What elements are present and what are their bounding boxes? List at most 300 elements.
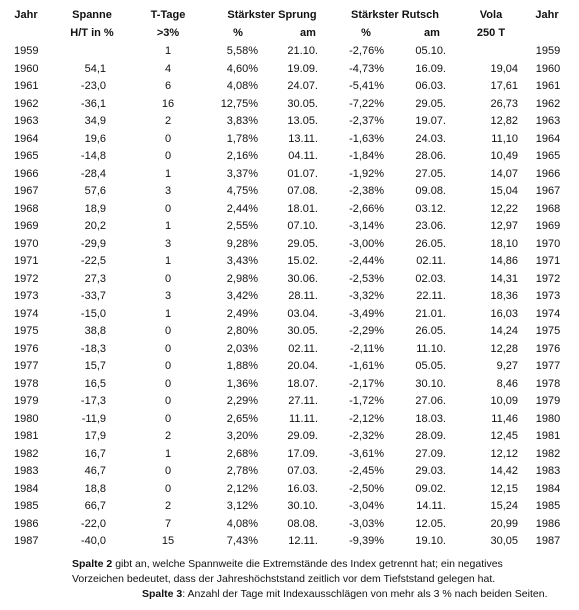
cell-rutsch-pct: -2,44% <box>349 255 384 267</box>
cell-vola: 9,27 <box>496 360 518 372</box>
cell-spanne: 16,5 <box>84 377 106 390</box>
cell-jahr-right: 1982 <box>535 447 561 460</box>
table-row <box>0 98 579 117</box>
cell-ttage: 0 <box>164 132 172 145</box>
cell-sprung-am: 28.11. <box>288 290 318 302</box>
cell-jahr-right: 1968 <box>535 202 561 215</box>
cell-sprung-am: 07.10. <box>287 220 318 232</box>
header-sprung: Stärkster Sprung <box>227 9 317 21</box>
cell-rutsch-am: 30.10. <box>415 377 446 390</box>
table-row <box>0 378 579 397</box>
table-row <box>0 483 579 502</box>
cell-rutsch-pct: -9,39% <box>349 535 384 547</box>
cell-spanne: -28,4 <box>80 167 106 180</box>
table-row <box>0 448 579 467</box>
cell-vola: 30,05 <box>490 535 518 547</box>
cell-jahr: 1973 <box>14 290 39 302</box>
cell-vola: 12,15 <box>490 482 518 495</box>
cell-rutsch-am: 27.09. <box>415 447 446 460</box>
cell-sprung-am: 07.03. <box>287 465 318 477</box>
cell-ttage: 1 <box>164 167 172 180</box>
cell-spanne: -40,0 <box>80 535 106 547</box>
cell-vola: 26,73 <box>490 97 518 110</box>
cell-sprung-am: 29.05. <box>287 237 318 250</box>
cell-spanne: -22,0 <box>80 517 106 530</box>
cell-sprung-am: 11.11. <box>289 412 318 425</box>
header-sprung-am: am <box>300 27 316 39</box>
cell-rutsch-am: 05.10. <box>415 45 446 57</box>
cell-jahr-right: 1963 <box>535 115 561 127</box>
header-rutsch-pct: % <box>361 27 371 39</box>
cell-ttage: 0 <box>164 412 172 425</box>
cell-rutsch-am: 28.06. <box>415 150 446 162</box>
cell-vola: 15,24 <box>490 500 518 512</box>
cell-sprung-am: 27.11. <box>288 395 318 407</box>
cell-sprung-pct: 3,83% <box>226 115 258 127</box>
cell-jahr: 1975 <box>14 325 39 337</box>
cell-rutsch-pct: -1,63% <box>349 132 384 145</box>
cell-sprung-pct: 5,58% <box>226 45 258 57</box>
table-row <box>0 115 579 134</box>
cell-sprung-pct: 1,88% <box>226 360 258 372</box>
cell-sprung-am: 16.03. <box>287 482 318 495</box>
cell-vola: 14,31 <box>490 272 518 285</box>
cell-vola: 12,22 <box>490 202 518 215</box>
table-row <box>0 133 579 152</box>
table-row <box>0 255 579 274</box>
cell-jahr-right: 1976 <box>535 342 561 355</box>
cell-sprung-am: 17.09. <box>287 447 318 460</box>
cell-sprung-pct: 2,49% <box>226 307 258 320</box>
cell-ttage: 1 <box>164 45 172 57</box>
cell-vola: 12,28 <box>490 342 518 355</box>
cell-rutsch-am: 22.11. <box>416 290 446 302</box>
cell-jahr: 1983 <box>14 465 39 477</box>
cell-rutsch-pct: -3,61% <box>349 447 384 460</box>
cell-sprung-pct: 3,12% <box>226 500 258 512</box>
cell-rutsch-pct: -3,14% <box>349 220 384 232</box>
cell-sprung-am: 30.10. <box>287 500 318 512</box>
cell-rutsch-pct: -1,72% <box>349 395 384 407</box>
cell-vola: 10,09 <box>490 395 518 407</box>
cell-sprung-pct: 3,37% <box>226 167 258 180</box>
table-row <box>0 168 579 187</box>
cell-jahr: 1978 <box>14 377 39 390</box>
cell-spanne: -11,9 <box>81 412 106 425</box>
cell-jahr: 1971 <box>14 255 39 267</box>
cell-ttage: 16 <box>161 97 175 110</box>
footnote-spalte2-cont: Vorzeichen bedeutet, dass der Jahreshöchststand zeitlich vor dem Tiefststand gelegen hat. <box>72 573 496 585</box>
footnote-spalte2 <box>72 558 503 570</box>
table-row <box>0 360 579 379</box>
cell-jahr: 1968 <box>14 202 39 215</box>
cell-ttage: 0 <box>164 377 172 390</box>
cell-spanne: 17,9 <box>84 430 106 442</box>
cell-rutsch-am: 27.05. <box>415 167 446 180</box>
footnote-spalte3-text: : Anzahl der Tage mit Indexausschlägen von mehr als 3 % nach beiden Seiten. <box>182 588 548 600</box>
cell-jahr: 1970 <box>14 237 39 250</box>
table-row <box>0 185 579 204</box>
cell-jahr-right: 1965 <box>535 150 561 162</box>
cell-sprung-am: 20.04. <box>287 360 318 372</box>
cell-rutsch-pct: -3,00% <box>349 237 384 250</box>
cell-ttage: 1 <box>164 255 172 267</box>
cell-spanne: -14,8 <box>80 150 106 162</box>
cell-rutsch-am: 16.09. <box>415 62 446 75</box>
cell-vola: 14,24 <box>490 325 518 337</box>
cell-sprung-am: 04.11. <box>288 150 318 162</box>
cell-vola: 8,46 <box>496 377 518 390</box>
cell-rutsch-am: 12.05. <box>415 517 446 530</box>
cell-ttage: 0 <box>164 272 172 285</box>
cell-jahr-right: 1973 <box>535 290 561 302</box>
cell-vola: 12,45 <box>490 430 518 442</box>
cell-spanne: -33,7 <box>80 290 106 302</box>
cell-rutsch-pct: -2,53% <box>349 272 384 285</box>
cell-vola: 19,04 <box>490 62 518 75</box>
table-row <box>0 500 579 519</box>
table-row <box>0 220 579 239</box>
cell-sprung-pct: 3,42% <box>226 290 258 302</box>
table-row <box>0 290 579 309</box>
cell-sprung-pct: 3,20% <box>226 430 258 442</box>
cell-spanne: -18,3 <box>80 342 106 355</box>
cell-vola: 11,46 <box>491 412 518 425</box>
cell-sprung-pct: 2,68% <box>226 447 258 460</box>
cell-rutsch-am: 03.12. <box>415 202 446 215</box>
header-jahr-left: Jahr <box>14 9 38 21</box>
cell-rutsch-am: 19.10. <box>415 535 446 547</box>
cell-sprung-am: 07.08. <box>287 185 318 197</box>
cell-rutsch-pct: -2,32% <box>349 430 384 442</box>
cell-rutsch-pct: -4,73% <box>349 62 384 75</box>
cell-sprung-am: 29.09. <box>287 430 318 442</box>
cell-ttage: 3 <box>164 237 172 250</box>
cell-jahr: 1966 <box>14 167 39 180</box>
cell-rutsch-am: 21.01. <box>415 307 446 320</box>
cell-vola: 12,82 <box>490 115 518 127</box>
cell-spanne: 18,8 <box>84 482 106 495</box>
cell-spanne: -22,5 <box>80 255 106 267</box>
cell-rutsch-am: 06.03. <box>415 80 446 92</box>
cell-ttage: 1 <box>164 220 172 232</box>
cell-spanne: -36,1 <box>80 97 106 110</box>
cell-rutsch-pct: -2,66% <box>349 202 384 215</box>
cell-vola: 14,42 <box>490 465 518 477</box>
cell-jahr-right: 1977 <box>535 360 561 372</box>
cell-jahr: 1967 <box>14 185 39 197</box>
cell-sprung-am: 21.10. <box>287 45 318 57</box>
cell-spanne: 18,9 <box>84 202 106 215</box>
cell-sprung-pct: 2,98% <box>226 272 258 285</box>
cell-rutsch-am: 29.05. <box>415 97 446 110</box>
cell-vola: 14,86 <box>490 255 518 267</box>
cell-vola: 12,12 <box>490 447 518 460</box>
cell-sprung-am: 12.11. <box>288 535 318 547</box>
cell-rutsch-pct: -1,84% <box>349 150 384 162</box>
cell-sprung-pct: 2,55% <box>226 220 258 232</box>
cell-rutsch-pct: -3,03% <box>349 517 384 530</box>
cell-rutsch-am: 02.03. <box>415 272 446 285</box>
table-row <box>0 80 579 99</box>
cell-rutsch-pct: -3,49% <box>349 307 384 320</box>
table-row <box>0 308 579 327</box>
header-ttage-sub: >3% <box>156 27 180 39</box>
cell-ttage: 1 <box>164 307 172 320</box>
table-row <box>0 63 579 82</box>
cell-ttage: 0 <box>164 482 172 495</box>
cell-rutsch-pct: -2,50% <box>349 482 384 495</box>
cell-spanne: 54,1 <box>84 62 106 75</box>
cell-sprung-am: 19.09. <box>287 62 318 75</box>
table-row <box>0 465 579 484</box>
cell-vola: 18,10 <box>490 237 518 250</box>
table-row <box>0 203 579 222</box>
cell-jahr-right: 1981 <box>535 430 561 442</box>
cell-rutsch-am: 28.09. <box>415 430 446 442</box>
cell-sprung-am: 15.02. <box>287 255 318 267</box>
cell-sprung-am: 18.07. <box>287 377 318 390</box>
cell-jahr-right: 1987 <box>535 535 561 547</box>
cell-jahr: 1980 <box>14 412 39 425</box>
cell-jahr-right: 1980 <box>535 412 561 425</box>
table-row <box>0 150 579 169</box>
cell-rutsch-pct: -2,37% <box>349 115 384 127</box>
table-row <box>0 238 579 257</box>
cell-jahr: 1959 <box>14 45 39 57</box>
cell-rutsch-pct: -2,17% <box>349 377 384 390</box>
cell-spanne: -15,0 <box>80 307 106 320</box>
cell-sprung-am: 30.05. <box>287 325 318 337</box>
cell-jahr: 1960 <box>14 62 39 75</box>
cell-jahr: 1964 <box>14 132 39 145</box>
cell-sprung-pct: 9,28% <box>226 237 258 250</box>
cell-jahr: 1985 <box>14 500 39 512</box>
cell-spanne: 15,7 <box>84 360 106 372</box>
cell-spanne: -17,3 <box>80 395 106 407</box>
footnote-spalte3-label: Spalte 3 <box>142 588 183 600</box>
cell-jahr-right: 1960 <box>535 62 561 75</box>
cell-sprung-pct: 1,78% <box>226 132 258 145</box>
cell-rutsch-pct: -3,32% <box>349 290 384 302</box>
header-rutsch: Stärkster Rutsch <box>350 9 440 21</box>
cell-jahr-right: 1970 <box>535 237 561 250</box>
footnote-spalte2-text: gibt an, welche Spannweite die Extremstände des Index getrennt hat; ein negatives <box>112 558 503 570</box>
cell-rutsch-am: 05.05. <box>415 360 446 372</box>
cell-sprung-pct: 3,43% <box>226 255 258 267</box>
cell-rutsch-am: 19.07. <box>415 115 446 127</box>
header-rutsch-am: am <box>424 27 440 39</box>
cell-jahr: 1979 <box>14 395 39 407</box>
cell-sprung-am: 18.01. <box>287 202 318 215</box>
header-vola-sub: 250 T <box>476 27 506 39</box>
cell-rutsch-am: 02.11. <box>416 255 446 267</box>
cell-spanne: 20,2 <box>84 220 106 232</box>
cell-spanne: 19,6 <box>84 132 106 145</box>
cell-ttage: 2 <box>164 430 172 442</box>
cell-jahr: 1969 <box>14 220 39 232</box>
cell-sprung-pct: 7,43% <box>226 535 258 547</box>
cell-vola: 18,36 <box>490 290 518 302</box>
cell-spanne: 38,8 <box>84 325 106 337</box>
header-vola: Vola <box>479 9 503 21</box>
cell-jahr-right: 1967 <box>535 185 561 197</box>
cell-jahr-right: 1959 <box>535 45 561 57</box>
cell-sprung-pct: 2,29% <box>226 395 258 407</box>
cell-ttage: 2 <box>164 115 172 127</box>
cell-vola: 16,03 <box>490 307 518 320</box>
cell-ttage: 0 <box>164 395 172 407</box>
cell-jahr-right: 1971 <box>535 255 561 267</box>
cell-jahr-right: 1966 <box>535 167 561 180</box>
cell-ttage: 7 <box>164 517 172 530</box>
cell-sprung-pct: 4,08% <box>226 80 258 92</box>
cell-sprung-pct: 2,44% <box>226 202 258 215</box>
cell-jahr-right: 1979 <box>535 395 561 407</box>
header-jahr-right: Jahr <box>535 9 559 21</box>
footnote-spalte2-label: Spalte 2 <box>72 558 113 570</box>
cell-jahr-right: 1972 <box>535 272 561 285</box>
cell-jahr-right: 1986 <box>535 517 561 530</box>
cell-rutsch-am: 09.02. <box>415 482 446 495</box>
cell-rutsch-am: 29.03. <box>415 465 446 477</box>
cell-spanne: 57,6 <box>84 185 106 197</box>
cell-rutsch-pct: -3,04% <box>349 500 384 512</box>
cell-jahr: 1972 <box>14 272 39 285</box>
cell-ttage: 0 <box>164 150 172 162</box>
cell-sprung-am: 13.11. <box>288 132 318 145</box>
cell-jahr: 1974 <box>14 307 39 320</box>
cell-ttage: 2 <box>164 500 172 512</box>
cell-jahr: 1982 <box>14 447 39 460</box>
cell-sprung-am: 08.08. <box>287 517 318 530</box>
table-row <box>0 518 579 537</box>
cell-jahr: 1965 <box>14 150 39 162</box>
cell-sprung-pct: 2,12% <box>226 482 258 495</box>
cell-sprung-pct: 2,80% <box>226 325 258 337</box>
cell-spanne: 16,7 <box>84 447 106 460</box>
table-row <box>0 343 579 362</box>
cell-sprung-am: 24.07. <box>287 80 318 92</box>
cell-jahr-right: 1975 <box>535 325 561 337</box>
cell-ttage: 0 <box>164 465 172 477</box>
cell-sprung-pct: 1,36% <box>226 377 258 390</box>
cell-ttage: 0 <box>164 360 172 372</box>
table-row <box>0 273 579 292</box>
cell-jahr: 1981 <box>14 430 39 442</box>
table-row <box>0 535 579 554</box>
cell-jahr-right: 1985 <box>535 500 561 512</box>
cell-rutsch-am: 27.06. <box>415 395 446 407</box>
table-row <box>0 430 579 449</box>
cell-sprung-am: 03.04. <box>287 307 318 320</box>
cell-rutsch-pct: -1,92% <box>349 167 384 180</box>
cell-spanne: 27,3 <box>84 272 106 285</box>
cell-rutsch-pct: -1,61% <box>349 360 384 372</box>
cell-ttage: 1 <box>164 447 172 460</box>
cell-rutsch-pct: -2,45% <box>349 465 384 477</box>
cell-vola: 10,49 <box>490 150 518 162</box>
cell-rutsch-am: 26.05. <box>415 325 446 337</box>
header-sprung-pct: % <box>233 27 243 39</box>
cell-jahr-right: 1962 <box>535 97 561 110</box>
cell-sprung-pct: 2,65% <box>226 412 258 425</box>
cell-sprung-pct: 4,08% <box>226 517 258 530</box>
cell-sprung-pct: 2,78% <box>226 465 258 477</box>
header-spanne: Spanne <box>72 9 112 21</box>
cell-rutsch-am: 26.05. <box>415 237 446 250</box>
cell-rutsch-am: 23.06. <box>415 220 446 232</box>
cell-jahr: 1961 <box>14 80 39 92</box>
table-row <box>0 45 579 64</box>
cell-sprung-pct: 12,75% <box>220 97 258 110</box>
cell-ttage: 0 <box>164 202 172 215</box>
cell-rutsch-am: 24.03. <box>415 132 446 145</box>
cell-rutsch-pct: -2,29% <box>349 325 384 337</box>
cell-spanne: -23,0 <box>80 80 106 92</box>
cell-jahr: 1984 <box>14 482 39 495</box>
cell-jahr-right: 1984 <box>535 482 561 495</box>
cell-jahr: 1987 <box>14 535 39 547</box>
cell-ttage: 3 <box>164 290 172 302</box>
footnote-spalte3 <box>142 588 547 600</box>
cell-rutsch-am: 09.08. <box>415 185 446 197</box>
cell-rutsch-pct: -7,22% <box>349 97 384 110</box>
cell-vola: 15,04 <box>490 185 518 197</box>
cell-sprung-am: 30.06. <box>287 272 318 285</box>
cell-spanne: -29,9 <box>80 237 106 250</box>
table-row <box>0 413 579 432</box>
cell-jahr: 1977 <box>14 360 39 372</box>
cell-sprung-am: 30.05. <box>287 97 318 110</box>
cell-vola: 17,61 <box>490 80 518 92</box>
cell-vola: 12,97 <box>490 220 518 232</box>
cell-vola: 11,10 <box>491 132 518 145</box>
cell-vola: 20,99 <box>490 517 518 530</box>
cell-sprung-am: 01.07. <box>287 167 318 180</box>
cell-jahr: 1962 <box>14 97 39 110</box>
cell-ttage: 15 <box>161 535 175 547</box>
cell-ttage: 4 <box>164 62 172 75</box>
cell-rutsch-pct: -2,11% <box>349 342 384 355</box>
cell-rutsch-pct: -2,38% <box>349 185 384 197</box>
cell-ttage: 0 <box>164 342 172 355</box>
cell-jahr: 1976 <box>14 342 39 355</box>
cell-jahr-right: 1961 <box>535 80 561 92</box>
table-row <box>0 395 579 414</box>
cell-sprung-pct: 2,16% <box>226 150 258 162</box>
cell-sprung-pct: 4,60% <box>226 62 258 75</box>
cell-rutsch-pct: -2,76% <box>349 45 384 57</box>
cell-jahr-right: 1964 <box>535 132 561 145</box>
cell-spanne: 34,9 <box>84 115 106 127</box>
cell-spanne: 66,7 <box>84 500 106 512</box>
header-ttage: T-Tage <box>150 9 186 21</box>
cell-ttage: 6 <box>164 80 172 92</box>
cell-vola: 14,07 <box>490 167 518 180</box>
cell-jahr-right: 1974 <box>535 307 561 320</box>
cell-rutsch-pct: -5,41% <box>349 80 384 92</box>
cell-rutsch-pct: -2,12% <box>349 412 384 425</box>
cell-rutsch-am: 18.03. <box>415 412 446 425</box>
cell-jahr-right: 1978 <box>535 377 561 390</box>
cell-jahr-right: 1983 <box>535 465 561 477</box>
table-row <box>0 325 579 344</box>
cell-sprung-am: 13.05. <box>287 115 318 127</box>
cell-jahr-right: 1969 <box>535 220 561 232</box>
cell-jahr: 1986 <box>14 517 39 530</box>
cell-spanne: 46,7 <box>84 465 106 477</box>
